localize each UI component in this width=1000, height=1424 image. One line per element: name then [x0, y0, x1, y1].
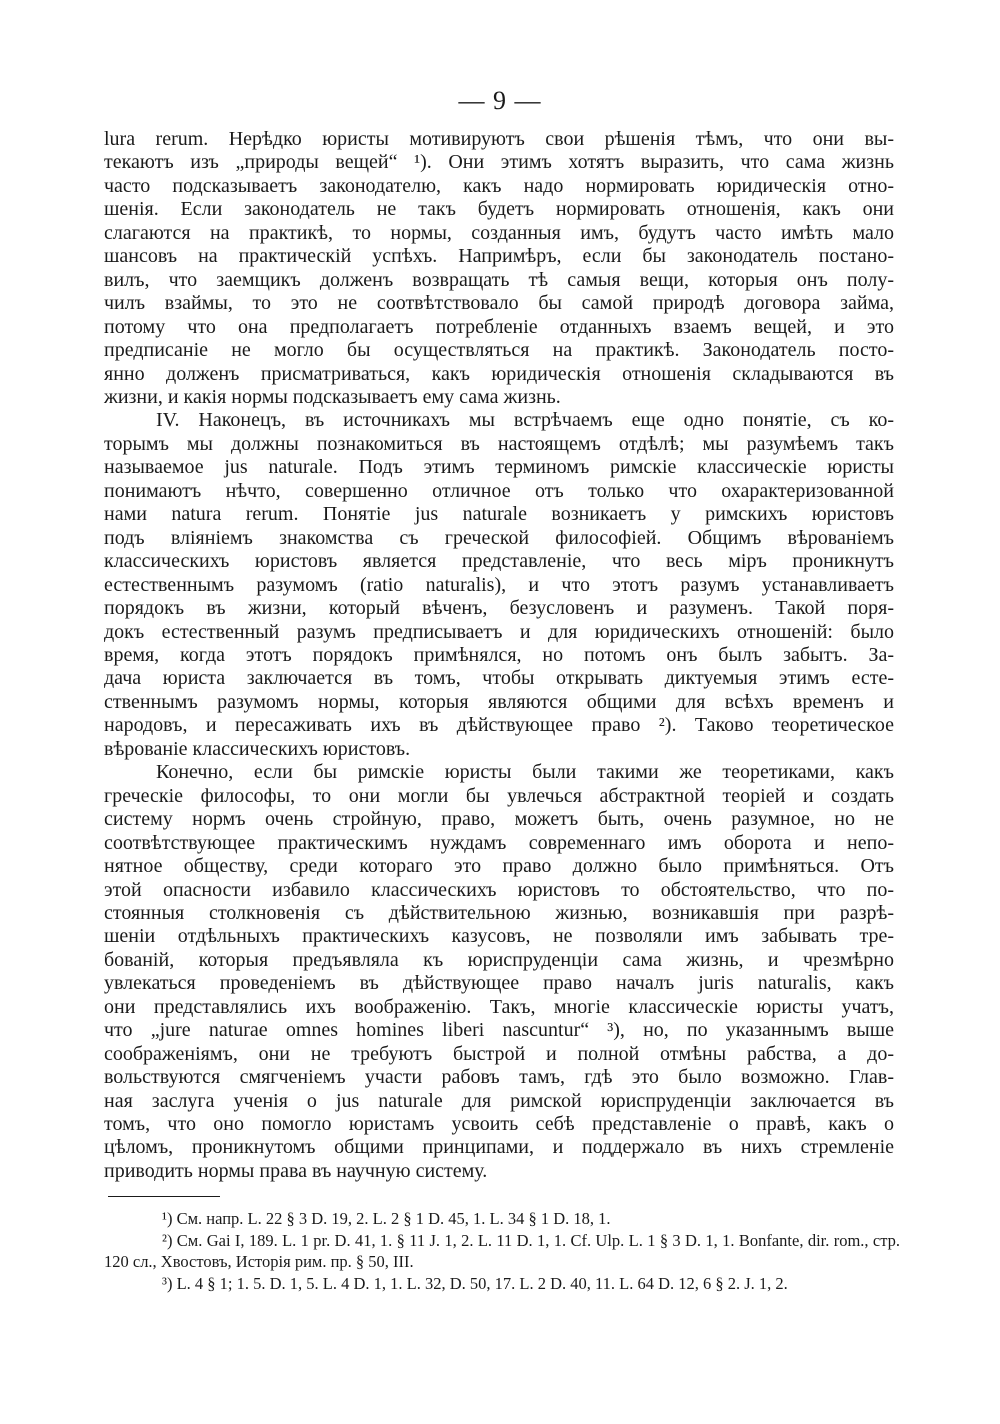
text-line: торымъ мы должны познакомиться въ настоящемъ отдѣлѣ; мы разумѣемъ такъ: [104, 432, 894, 455]
text-line: они представлялись ихъ воображенію. Такъ, многіе классическіе юристы учатъ,: [104, 995, 894, 1018]
text-line: стоянныя столкновенія съ дѣйствительною жизнью, возникавшія при разрѣ-: [104, 901, 894, 924]
text-line: систему нормъ очень стройную, право, можетъ быть, очень разумное, но не: [104, 808, 894, 831]
text-line: естественнымъ разумомъ (ratio naturalis), и что этотъ разумъ устанавливаетъ: [104, 573, 894, 596]
text-line: янно долженъ присматриваться, какъ юридическія отношенія складываются въ: [104, 362, 894, 385]
text-line: греческіе философы, то они могли бы увлечься абстрактной теоріей и создать: [104, 784, 894, 807]
text-line: ная заслуга ученія о jus naturale для римской юриспруденціи заключается въ: [104, 1089, 894, 1112]
text-line: шеніи отдѣльныхъ практическихъ казусовъ, не позволяли имъ забывать тре-: [104, 925, 894, 948]
footnote-separator: [108, 1196, 220, 1197]
text-line: предписаніе не могло бы осуществляться на практикѣ. Законодатель посто-: [104, 339, 894, 362]
paragraph-jus-naturale: [104, 409, 894, 761]
text-line: подъ вліяніемъ знакомства съ греческой философіей. Общимъ вѣрованіемъ: [104, 526, 894, 549]
paragraph-natura-rerum: [104, 128, 894, 409]
text-line: IV. Наконецъ, въ источникахъ мы встрѣчаемъ еще одно понятіе, съ ко-: [156, 409, 894, 432]
text-line: дача юриста заключается въ томъ, чтобы открывать диктуемыя этимъ есте-: [104, 667, 894, 690]
text-line: называемое jus naturale. Подъ этимъ терминомъ римскіе классическіе юристы: [104, 456, 894, 479]
text-line: потому что она предполагаетъ потребленіе отданныхъ взаемъ вещей, и это: [104, 315, 894, 338]
text-line: вольствуются смягченіемъ участи рабовъ тамъ, гдѣ это было возможно. Глав-: [104, 1066, 894, 1089]
text-line: этой опасности избавило классическихъ юристовъ то обстоятельство, что по-: [104, 878, 894, 901]
text-line: слагаются на практикѣ, то нормы, созданныя имъ, будутъ часто имѣть мало: [104, 221, 894, 244]
footnote-3: ³) L. 4 § 1; 1. 5. D. 1, 5. L. 4 D. 1, 1. L. 32, D. 50, 17. L. 2 D. 40, 11. L. 64 D. 12, 6 § 2. J. 1, 2.: [162, 1273, 788, 1293]
text-line: приводить нормы права въ научную систему.: [104, 1159, 488, 1182]
footnote-1: ¹) См. напр. L. 22 § 3 D. 19, 2. L. 2 § 1 D. 45, 1. L. 34 § 1 D. 18, 1.: [162, 1209, 611, 1228]
text-line: чилъ взаймы, то это не соотвѣтствовало бы самой природѣ договора займа,: [104, 292, 894, 315]
footnotes: [104, 1208, 900, 1294]
text-line: классическихъ юристовъ является представленіе, что весь міръ проникнутъ: [104, 550, 894, 573]
text-line: что „jure naturae omnes homines liberi nascuntur“ ³), но, по указаннымъ выше: [104, 1019, 894, 1042]
paragraph-roman-jurists: [104, 761, 894, 1183]
text-line: томъ, что оно помогло юристамъ усвоить себѣ представленіе о правѣ, какъ о: [104, 1113, 894, 1136]
text-line: вѣрованіе классическихъ юристовъ.: [104, 737, 411, 760]
text-line: нятное обществу, среди котораго это право должно было примѣняться. Отъ: [104, 855, 894, 878]
text-line: увлекаться проведеніемъ въ дѣйствующее право началъ juris naturalis, какъ: [104, 972, 894, 995]
text-line: народовъ, и пересаживать ихъ въ дѣйствующее право ²). Таково теоретическое: [104, 714, 894, 737]
footnote-2: ²) См. Gai I, 189. L. 1 pr. D. 41, 1. § 11 J. 1, 2. L. 11 D. 1, 1. Cf. Ulp. L. 1 § 3 D. 1, 1. Bonfante, dir. rom., стр. 120 сл., Хвостовъ, Исторія рим. пр. § 50, III.: [104, 1230, 900, 1271]
text-line: вилъ, что заемщикъ долженъ возвращать тѣ самыя вещи, которыя онъ полу-: [104, 268, 894, 291]
text-line: докъ естественный разумъ предписываетъ и для юридическихъ отношеній: было: [104, 620, 894, 643]
text-line: цѣломъ, проникнутомъ общими принципами, и поддержало въ нихъ стремленіе: [104, 1136, 894, 1159]
text-line: время, когда этотъ порядокъ примѣнялся, но потомъ онъ былъ забытъ. За-: [104, 643, 894, 666]
text-line: жизни, и какія нормы подсказываетъ ему сама жизнь.: [104, 385, 561, 408]
text-line: текаютъ изъ „природы вещей“ ¹). Они этимъ хотятъ выразить, что сама жизнь: [104, 151, 894, 174]
text-line: lura rerum. Нерѣдко юристы мотивируютъ свои рѣшенія тѣмъ, что они вы-: [104, 128, 894, 150]
text-line: шансовъ на практическій успѣхъ. Напримѣръ, если бы законодатель постано-: [104, 245, 894, 268]
page-number: — 9 —: [458, 86, 542, 115]
text-line: часто подсказываетъ законодателю, какъ надо нормировать юридическія отно-: [104, 174, 894, 197]
text-line: соотвѣтствующее практическимъ нуждамъ современнаго имъ оборота и непо-: [104, 831, 894, 854]
text-line: понимаютъ нѣчто, совершенно отличное отъ только что охарактеризованной: [104, 479, 894, 502]
text-line: порядокъ въ жизни, который вѣченъ, безусловенъ и разуменъ. Такой поря-: [104, 597, 894, 620]
text-line: соображеніямъ, они не требуютъ быстрой и полной отмѣны рабства, а до-: [104, 1042, 894, 1065]
text-line: шенія. Если законодатель не такъ будетъ нормировать отношенія, какъ они: [104, 198, 894, 221]
text-line: бованій, которыя предъявляла къ юриспруденціи сама жизнь, и чрезмѣрно: [104, 948, 894, 971]
body-text: [104, 128, 894, 1183]
text-line: Конечно, если бы римскіе юристы были такими же теоретиками, какъ: [156, 761, 894, 784]
text-line: нами natura rerum. Понятіе jus naturale возникаетъ у римскихъ юристовъ: [104, 503, 894, 526]
text-line: ственнымъ разумомъ нормы, которыя являются общими для всѣхъ временъ и: [104, 690, 894, 713]
